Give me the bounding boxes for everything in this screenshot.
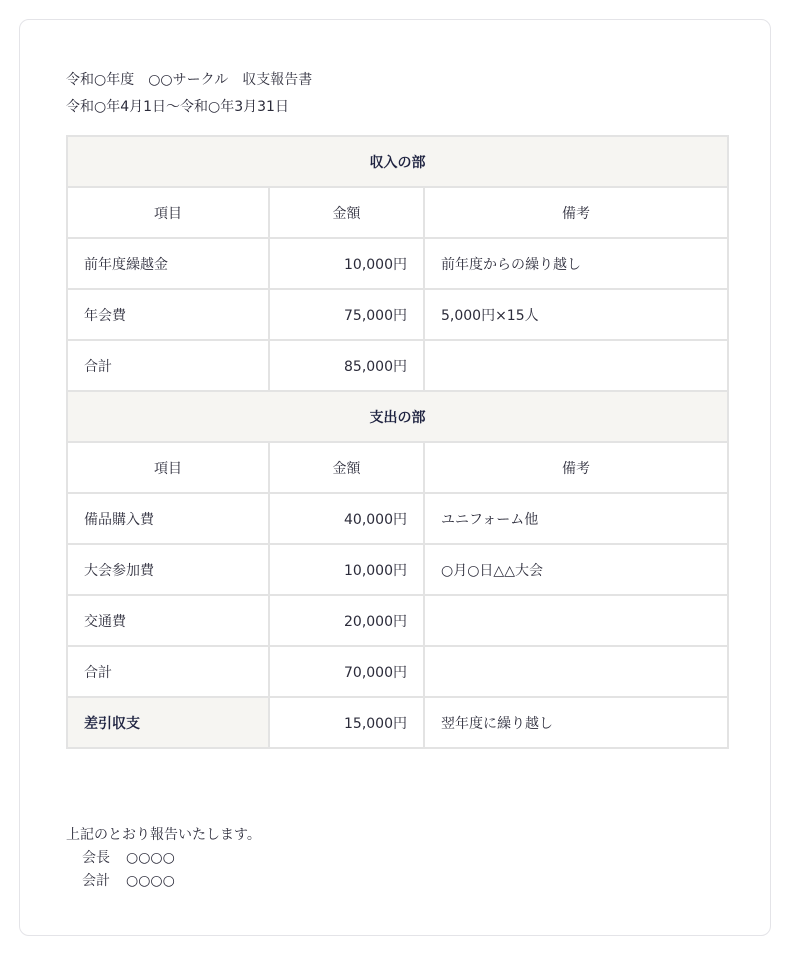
signature-role: 会長 xyxy=(82,850,110,866)
signature-chairperson xyxy=(82,848,175,868)
item-cell: 合計 xyxy=(67,340,269,391)
note-cell: 前年度からの繰り越し xyxy=(424,238,728,289)
signature-treasurer xyxy=(82,871,175,891)
table-row xyxy=(67,238,728,289)
table-row xyxy=(67,493,728,544)
income-expense-table xyxy=(66,135,729,749)
amount-cell: 20,000円 xyxy=(269,595,424,646)
note-cell: ユニフォーム他 xyxy=(424,493,728,544)
item-cell: 大会参加費 xyxy=(67,544,269,595)
item-cell: 交通費 xyxy=(67,595,269,646)
item-cell: 備品購入費 xyxy=(67,493,269,544)
expense-section-title: 支出の部 xyxy=(67,391,728,442)
amount-cell: 10,000円 xyxy=(269,544,424,595)
income-total-row xyxy=(67,340,728,391)
note-cell xyxy=(424,340,728,391)
column-header-note: 備考 xyxy=(424,187,728,238)
closing-statement: 上記のとおり報告いたします。 xyxy=(66,827,261,843)
signature-name: ○○○○ xyxy=(126,850,175,866)
amount-cell: 10,000円 xyxy=(269,238,424,289)
column-header-item: 項目 xyxy=(67,442,269,493)
note-cell xyxy=(424,595,728,646)
note-cell xyxy=(424,646,728,697)
column-header-amount: 金額 xyxy=(269,442,424,493)
balance-note: 翌年度に繰り越し xyxy=(424,697,728,748)
expense-total-row xyxy=(67,646,728,697)
item-cell: 年会費 xyxy=(67,289,269,340)
balance-row xyxy=(67,697,728,748)
document-title: 令和○年度 ○○サークル 収支報告書 xyxy=(66,72,313,88)
expense-header-row xyxy=(67,442,728,493)
expense-section-row xyxy=(67,391,728,442)
income-section-title: 収入の部 xyxy=(67,136,728,187)
column-header-note: 備考 xyxy=(424,442,728,493)
income-section-row xyxy=(67,136,728,187)
amount-cell: 85,000円 xyxy=(269,340,424,391)
column-header-amount: 金額 xyxy=(269,187,424,238)
amount-cell: 75,000円 xyxy=(269,289,424,340)
note-cell: 5,000円×15人 xyxy=(424,289,728,340)
balance-amount: 15,000円 xyxy=(269,697,424,748)
amount-cell: 70,000円 xyxy=(269,646,424,697)
income-header-row xyxy=(67,187,728,238)
table-row xyxy=(67,289,728,340)
note-cell: ○月○日△△大会 xyxy=(424,544,728,595)
table-row xyxy=(67,544,728,595)
amount-cell: 40,000円 xyxy=(269,493,424,544)
item-cell: 前年度繰越金 xyxy=(67,238,269,289)
item-cell: 合計 xyxy=(67,646,269,697)
signature-name: ○○○○ xyxy=(126,873,175,889)
column-header-item: 項目 xyxy=(67,187,269,238)
balance-label: 差引収支 xyxy=(67,697,269,748)
document-period: 令和○年4月1日〜令和○年3月31日 xyxy=(66,99,289,115)
table-row xyxy=(67,595,728,646)
signature-role: 会計 xyxy=(82,873,110,889)
